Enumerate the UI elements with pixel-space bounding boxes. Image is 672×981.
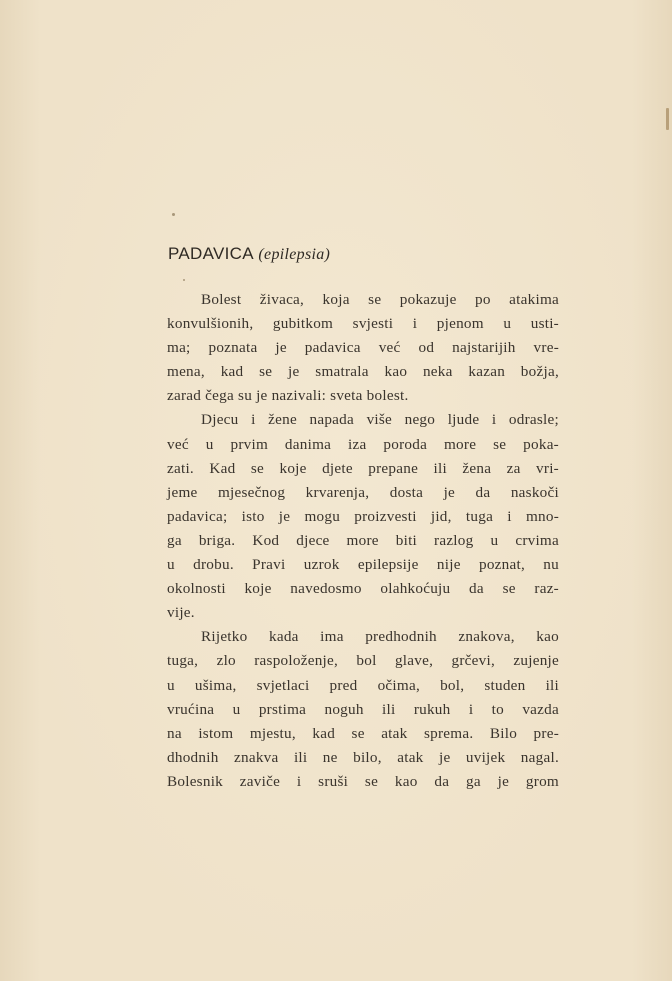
text-line: Bolest živaca, koja se pokazuje po atakima: [201, 291, 559, 308]
text-line: na istom mjestu, kad se atak sprema. Bilo pre-: [167, 724, 559, 742]
text-line: već u prvim danima iza poroda more se poka-: [167, 435, 559, 453]
text-line: padavica; isto je mogu proizvesti jid, tuga i mno-: [167, 507, 559, 525]
paper-speck: [172, 213, 175, 216]
text-line: vije.: [167, 604, 195, 622]
text-line: zarad čega su je nazivali: sveta bolest.: [167, 387, 409, 405]
text-line: ma; poznata je padavica već od najstarijih vre-: [167, 339, 559, 357]
text-line: jeme mjesečnog krvarenja, dosta je da naskoči: [167, 483, 559, 501]
text-line: Djecu i žene napada više nego ljude i odrasle;: [201, 411, 559, 429]
text-line: dhodnih znakva ili ne bilo, atak je uvijek nagal.: [167, 748, 559, 766]
text-line: u drobu. Pravi uzrok epilepsije nije poznat, nu: [167, 556, 559, 574]
section-heading: [168, 244, 330, 264]
text-line: mena, kad se je smatrala kao neka kazan božja,: [167, 363, 559, 381]
body-text: [167, 288, 559, 794]
text-line: tuga, zlo raspoloženje, bol glave, grčevi, zujenje: [167, 652, 559, 670]
text-line: u ušima, svjetlaci pred očima, bol, studen ili: [167, 676, 559, 694]
text-line: ga briga. Kod djece more biti razlog u crvima: [167, 531, 559, 549]
text-line: okolnosti koje navedosmo olahkoćuju da se raz-: [167, 580, 559, 598]
text-line: vrućina u prstima noguh ili rukuh i to vazda: [167, 700, 559, 718]
paper-speck: [183, 279, 185, 281]
text-line: Rijetko kada ima predhodnih znakova, kao: [201, 628, 559, 646]
heading-title: PADAVICA: [168, 244, 254, 263]
text-line: zati. Kad se koje djete prepane ili žena za vri-: [167, 459, 559, 477]
text-line: Bolesnik zaviče i sruši se kao da ga je grom: [167, 772, 559, 790]
heading-subtitle: (epilepsia): [258, 246, 331, 263]
text-line: konvulšionih, gubitkom svjesti i pjenom u usti-: [167, 315, 559, 333]
page-edge-mark: [666, 108, 669, 130]
